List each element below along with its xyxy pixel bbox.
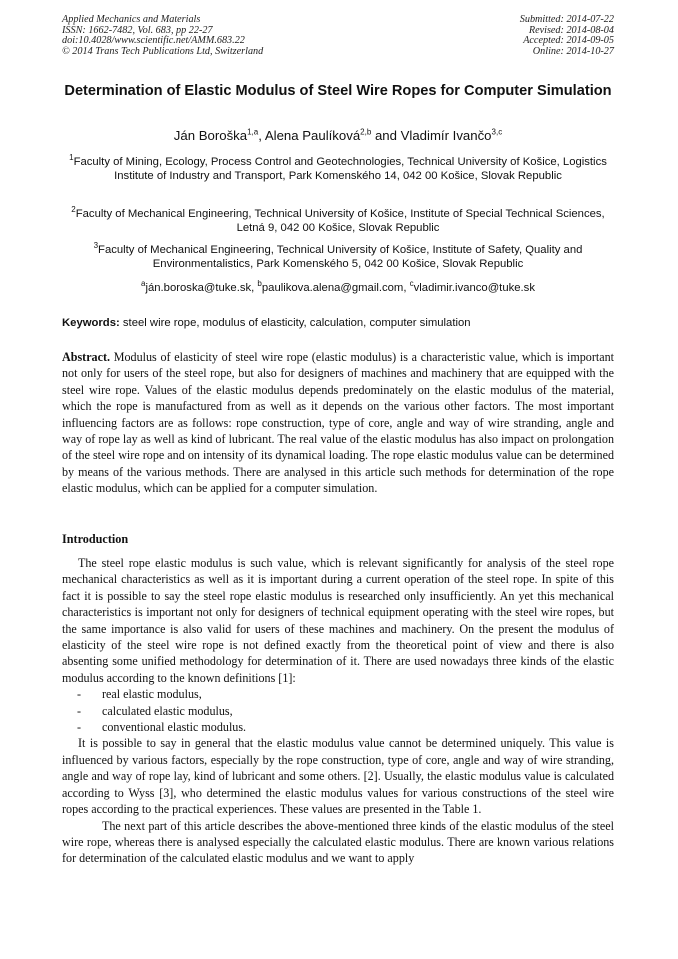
- author-sup: 3,c: [491, 127, 503, 137]
- affiliation-text: Faculty of Mechanical Engineering, Technical University of Košice, Institute of Safety, Quality and Environmentalistics, Park Komenského 5, 042 00 Košice, Slovak Republic: [98, 244, 583, 270]
- abstract-label: Abstract.: [62, 350, 111, 364]
- journal-name: Applied Mechanics and Materials: [62, 14, 201, 25]
- email-list: $^a$ján.boroska@tuke.sk, $^b$paulikova.alena@gmail.com, $^c$vladimir.ivanco@tuke.sk: [141, 279, 535, 294]
- list-dash: -: [77, 720, 82, 735]
- affiliation-sup: 2: [71, 205, 76, 215]
- journal-info: [62, 15, 263, 57]
- paper-title: Determination of Elastic Modulus of Steel Wire Ropes for Computer Simulation: [64, 83, 612, 99]
- affiliation-2: [62, 207, 614, 235]
- intro-paragraph-2: It is possible to say in general that the elastic modulus value cannot be determined uniquely. This value is influenced by various factors, especially by the rope construction, type of core, angle and way of wire stranding, angle and way of rope lay, kind of lubricant and some others. [2]. Usually, the elastic modulus value is calculated according to Wyss [3], who determined the elastic modulus values for various constructions of the steel wire ropes according to the practical experiences. These values are presented in the Table 1.: [62, 736, 614, 817]
- intro-paragraph-3: The next part of this article describes the above-mentioned three kinds of the elastic modulus of the steel wire rope, whereas there is analysed especially the calculated elastic modulus. There are known various relations for determination of the calculated elastic modulus and we want to apply: [62, 818, 614, 866]
- email-sup: a: [141, 279, 146, 289]
- affiliation-3: [62, 243, 614, 271]
- affiliation-sup: 3: [93, 241, 99, 251]
- revised-date: Revised: 2014-08-04: [528, 24, 614, 36]
- email-sup: b: [257, 279, 262, 289]
- author-name: Ján Boroška: [173, 128, 248, 143]
- author-separator: and: [371, 128, 401, 143]
- list-item-text: calculated elastic modulus,: [102, 703, 233, 718]
- list-item: [62, 703, 614, 719]
- intro-paragraph-1: The steel rope elastic modulus is such value, which is relevant significantly for analysis of the steel rope mechanical characteristics as well as it is important during a current operation of the steel rope. In spite of this fact it is possible to say the steel rope elastic modulus is researched only insufficiently. An yet this mechanical characteristics is important not only for designers of technical equipment operating with the steel wire ropes, but the same importance is also valid for users of these machines and machinery. On the present the modulus of elasticity of the steel wire rope is not defined exactly from the theoretical point of view and there is also absenting some unified methodology for determination of it. There are used nowadays three kinds of the elastic modulus according to the known definitions [1]:: [62, 556, 614, 685]
- author-separator: ,: [258, 128, 265, 143]
- email-link[interactable]: ján.boroska@tuke.sk: [145, 282, 252, 294]
- affiliation-sup: 1: [69, 153, 74, 163]
- issn-line: ISSN: 1662-7482, Vol. 683, pp 22-27: [62, 24, 213, 36]
- author-name: Alena Paulíková: [264, 128, 361, 143]
- keywords-text: steel wire rope, modulus of elasticity, calculation, computer simulation: [119, 317, 471, 329]
- dates-info: [520, 15, 614, 57]
- author-list: [62, 128, 614, 144]
- list-item-text: conventional elastic modulus.: [102, 720, 247, 735]
- section-heading-introduction: Introduction: [62, 532, 129, 546]
- elastic-modulus-list: [62, 686, 614, 735]
- email-sup: c: [409, 279, 414, 289]
- abstract-text: Modulus of elasticity of steel wire rope (elastic modulus) is a characteristic value, which is important not only for users of the steel rope, but also for designers of machines and machinery that are equipped with the steel wire rope. Values of the elastic modulus depends predominately on the elastic modulus of the material, which the rope is manufactured from as well as it depends on the various other factors. The most important influencing factors are as follows: rope construction, type of core, angle and way of wire stranding, angle and way of rope lay as well as kind of lubricant. The real value of the elastic modulus has also impact on prolongation of the steel wire rope and on intensity of its dynamical loading. The rope elastic modulus value can be determined by means of the various methods. There are analysed in this article such methods for determination of the rope elastic modulus, which can be applied for a computer simulation.: [62, 350, 614, 496]
- affiliation-1: [62, 155, 614, 183]
- author-sup: 2,b: [360, 127, 372, 137]
- email-link[interactable]: vladimir.ivanco@tuke.sk: [413, 282, 535, 294]
- affiliation-text: Faculty of Mining, Ecology, Process Control and Geotechnologies, Technical University of Košice, Logistics Institute of Industry and Transport, Park Komenského 14, 042 00 Košice, Slovak Republic: [73, 156, 607, 182]
- list-item-text: real elastic modulus,: [102, 687, 202, 702]
- keywords: [62, 316, 614, 330]
- introduction-section: [62, 555, 614, 867]
- email-link[interactable]: paulikova.alena@gmail.com: [261, 282, 404, 294]
- online-date: Online: 2014-10-27: [532, 45, 614, 57]
- list-dash: -: [77, 687, 82, 702]
- author-name: Vladimír Ivančo: [400, 128, 492, 143]
- list-dash: -: [77, 703, 82, 718]
- affiliation-text: Faculty of Mechanical Engineering, Technical University of Košice, Institute of Special Technical Sciences, Letná 9, 042 00 Košice, Slovak Republic: [75, 208, 605, 234]
- doi-line: doi:10.4028/www.scientific.net/AMM.683.22: [62, 35, 245, 47]
- list-item: [62, 719, 614, 735]
- copyright-line: © 2014 Trans Tech Publications Ltd, Switzerland: [62, 45, 264, 57]
- abstract: [62, 349, 614, 497]
- submitted-date: Submitted: 2014-07-22: [519, 14, 614, 25]
- author-sup: 1,a: [247, 127, 259, 137]
- list-item: [62, 686, 614, 702]
- accepted-date: Accepted: 2014-09-05: [523, 35, 614, 47]
- keywords-label: Keywords:: [62, 317, 120, 329]
